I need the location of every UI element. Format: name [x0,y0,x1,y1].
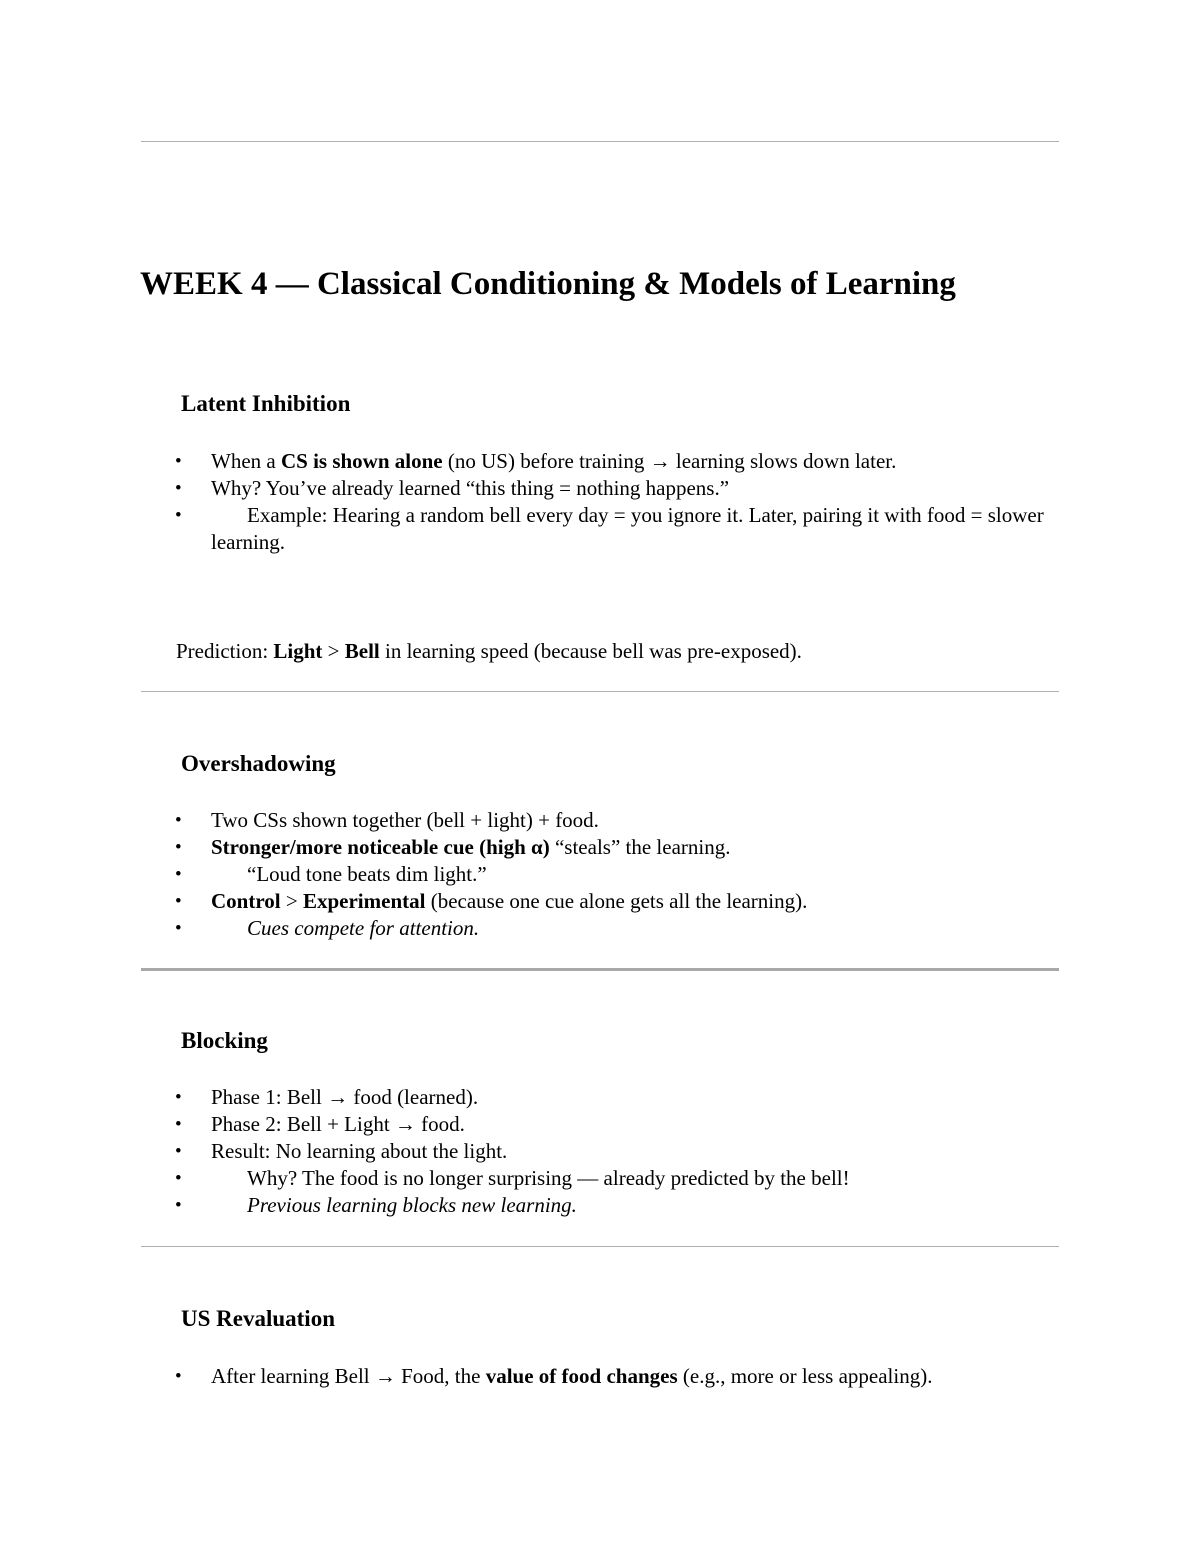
bullet-icon: • [175,810,182,831]
bullet-icon: • [175,1087,182,1108]
list-item: • Phase 1: Bell → food (learned). [175,1085,479,1109]
list-item: • Control > Experimental (because one cue alone gets all the learning). [175,889,808,913]
list-item: • After learning Bell → Food, the value of food changes (e.g., more or less appealing). [175,1364,933,1388]
section-heading-us-revaluation: US Revaluation [181,1306,335,1331]
list-item: • Stronger/more noticeable cue (high α) “steals” the learning. [175,835,731,859]
section-heading-latent-inhibition: Latent Inhibition [181,391,351,416]
prediction-line: Prediction: Light > Bell in learning speed (because bell was pre-exposed). [176,639,802,663]
bullet-icon: • [175,864,182,885]
list-item: • Result: No learning about the light. [175,1139,508,1163]
section-heading-overshadowing: Overshadowing [181,751,336,776]
bullet-icon: • [175,1195,182,1216]
list-item: • Example: Hearing a random bell every day = you ignore it. Later, pairing it with food = slower learning. [175,503,1044,554]
bullet-icon: • [175,1141,182,1162]
bullet-icon: • [175,891,182,912]
top-divider [141,141,1059,142]
bullet-icon: • [175,505,182,526]
list-item: • When a CS is shown alone (no US) before training → learning slows down later. [175,449,897,473]
list-item: • Why? You’ve already learned “this thing = nothing happens.” [175,476,730,500]
list-item: • Why? The food is no longer surprising — already predicted by the bell! [175,1166,850,1190]
list-item: • “Loud tone beats dim light.” [175,862,487,886]
section-divider [141,691,1059,692]
us-revaluation-list [0,1363,1056,1390]
list-item: • Two CSs shown together (bell + light) + food. [175,808,599,832]
section-divider [141,1246,1059,1247]
bullet-icon: • [175,1168,182,1189]
latent-inhibition-list [0,448,1056,556]
overshadowing-list [0,807,1056,942]
list-item: • Phase 2: Bell + Light → food. [175,1112,465,1136]
section-heading-blocking: Blocking [181,1028,268,1053]
bullet-icon: • [175,837,182,858]
page-title: WEEK 4 — Classical Conditioning & Models of Learning [140,266,956,302]
bullet-icon: • [175,451,182,472]
list-item: • Cues compete for attention. [175,916,480,940]
bullet-icon: • [175,918,182,939]
bullet-icon: • [175,1366,182,1387]
bullet-icon: • [175,1114,182,1135]
section-divider [141,968,1059,971]
bullet-icon: • [175,478,182,499]
blocking-list [0,1084,1056,1219]
list-item: • Previous learning blocks new learning. [175,1193,577,1217]
